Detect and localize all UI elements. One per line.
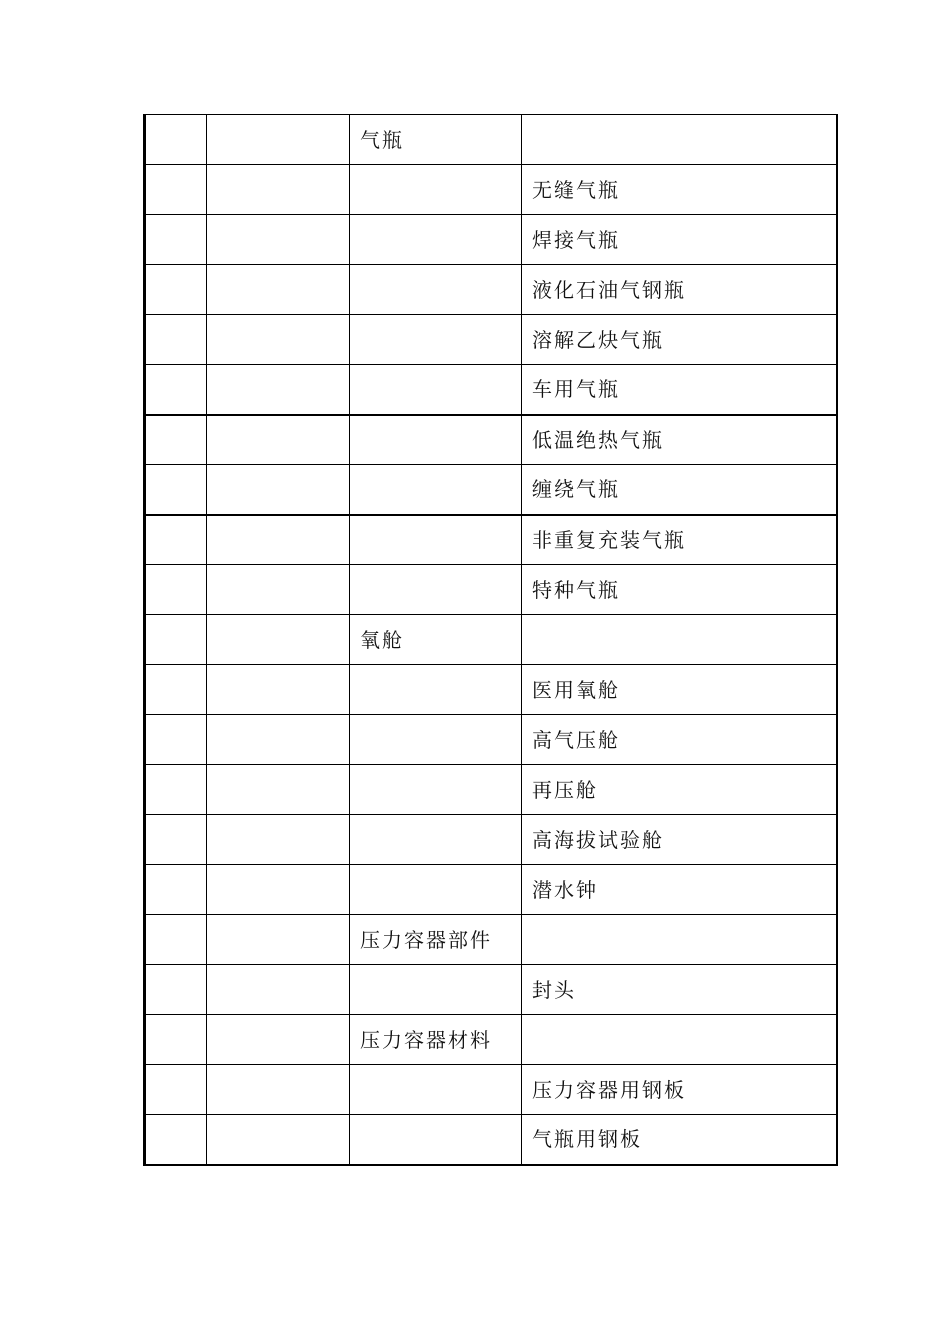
subcategory-cell: 特种气瓶 xyxy=(522,565,837,615)
table-cell xyxy=(207,265,350,315)
table-row xyxy=(145,115,837,165)
table-cell xyxy=(207,865,350,915)
category-cell xyxy=(350,1065,522,1115)
category-cell xyxy=(350,215,522,265)
category-cell: 气瓶 xyxy=(350,115,522,165)
table-row xyxy=(145,915,837,965)
table-cell xyxy=(207,615,350,665)
table-cell xyxy=(145,915,207,965)
table-cell xyxy=(207,965,350,1015)
table-row xyxy=(145,815,837,865)
table-cell xyxy=(207,565,350,615)
table-row xyxy=(145,415,837,465)
subcategory-cell: 封头 xyxy=(522,965,837,1015)
table-cell xyxy=(207,315,350,365)
table-cell xyxy=(145,465,207,515)
table-cell xyxy=(207,915,350,965)
table-row xyxy=(145,665,837,715)
table-cell xyxy=(145,815,207,865)
subcategory-cell xyxy=(522,915,837,965)
table-cell xyxy=(145,415,207,465)
category-cell xyxy=(350,265,522,315)
table-row xyxy=(145,615,837,665)
subcategory-cell: 气瓶用钢板 xyxy=(522,1115,837,1165)
category-cell xyxy=(350,415,522,465)
subcategory-cell: 潜水钟 xyxy=(522,865,837,915)
equipment-catalog-table xyxy=(143,114,838,1166)
subcategory-cell: 缠绕气瓶 xyxy=(522,465,837,515)
table-cell xyxy=(207,465,350,515)
table-cell xyxy=(145,115,207,165)
subcategory-cell: 溶解乙炔气瓶 xyxy=(522,315,837,365)
subcategory-cell xyxy=(522,615,837,665)
table-cell xyxy=(145,265,207,315)
subcategory-cell: 高气压舱 xyxy=(522,715,837,765)
category-cell xyxy=(350,365,522,415)
category-cell xyxy=(350,765,522,815)
table-cell xyxy=(145,965,207,1015)
table-cell xyxy=(207,1015,350,1065)
table-cell xyxy=(145,615,207,665)
table-cell xyxy=(145,765,207,815)
table-cell xyxy=(145,365,207,415)
table-cell xyxy=(145,1115,207,1165)
subcategory-cell: 车用气瓶 xyxy=(522,365,837,415)
subcategory-cell xyxy=(522,1015,837,1065)
table-cell xyxy=(145,315,207,365)
category-cell xyxy=(350,865,522,915)
table-cell xyxy=(207,765,350,815)
category-cell xyxy=(350,165,522,215)
table-cell xyxy=(207,165,350,215)
table-row xyxy=(145,265,837,315)
table-cell xyxy=(145,1065,207,1115)
table-cell xyxy=(207,215,350,265)
subcategory-cell: 医用氧舱 xyxy=(522,665,837,715)
subcategory-cell: 压力容器用钢板 xyxy=(522,1065,837,1115)
table-row xyxy=(145,465,837,515)
category-cell xyxy=(350,965,522,1015)
table-cell xyxy=(207,1115,350,1165)
table-cell xyxy=(145,665,207,715)
subcategory-cell: 再压舱 xyxy=(522,765,837,815)
table-row xyxy=(145,515,837,565)
subcategory-cell xyxy=(522,115,837,165)
subcategory-cell: 低温绝热气瓶 xyxy=(522,415,837,465)
category-cell xyxy=(350,515,522,565)
table-cell xyxy=(207,115,350,165)
category-cell xyxy=(350,315,522,365)
table-row xyxy=(145,765,837,815)
subcategory-cell: 液化石油气钢瓶 xyxy=(522,265,837,315)
table-row xyxy=(145,1065,837,1115)
table-row xyxy=(145,365,837,415)
table-cell xyxy=(145,165,207,215)
table-cell xyxy=(145,865,207,915)
table-cell xyxy=(207,365,350,415)
subcategory-cell: 高海拔试验舱 xyxy=(522,815,837,865)
table-cell xyxy=(207,1065,350,1115)
table-row xyxy=(145,215,837,265)
table-cell xyxy=(207,665,350,715)
subcategory-cell: 非重复充装气瓶 xyxy=(522,515,837,565)
table-cell xyxy=(145,715,207,765)
category-cell xyxy=(350,465,522,515)
category-cell: 压力容器材料 xyxy=(350,1015,522,1065)
category-cell xyxy=(350,815,522,865)
table-row xyxy=(145,1115,837,1165)
table-row xyxy=(145,715,837,765)
category-cell xyxy=(350,565,522,615)
equipment-catalog-table-container xyxy=(143,114,835,1166)
table-cell xyxy=(145,215,207,265)
category-cell: 氧舱 xyxy=(350,615,522,665)
table-row xyxy=(145,165,837,215)
table-row xyxy=(145,565,837,615)
category-cell xyxy=(350,715,522,765)
category-cell: 压力容器部件 xyxy=(350,915,522,965)
table-cell xyxy=(145,515,207,565)
table-row xyxy=(145,865,837,915)
subcategory-cell: 无缝气瓶 xyxy=(522,165,837,215)
category-cell xyxy=(350,665,522,715)
table-cell xyxy=(207,715,350,765)
table-cell xyxy=(207,415,350,465)
table-cell xyxy=(145,1015,207,1065)
category-cell xyxy=(350,1115,522,1165)
table-row xyxy=(145,315,837,365)
table-cell xyxy=(145,565,207,615)
table-cell xyxy=(207,515,350,565)
table-row xyxy=(145,965,837,1015)
table-row xyxy=(145,1015,837,1065)
table-cell xyxy=(207,815,350,865)
subcategory-cell: 焊接气瓶 xyxy=(522,215,837,265)
